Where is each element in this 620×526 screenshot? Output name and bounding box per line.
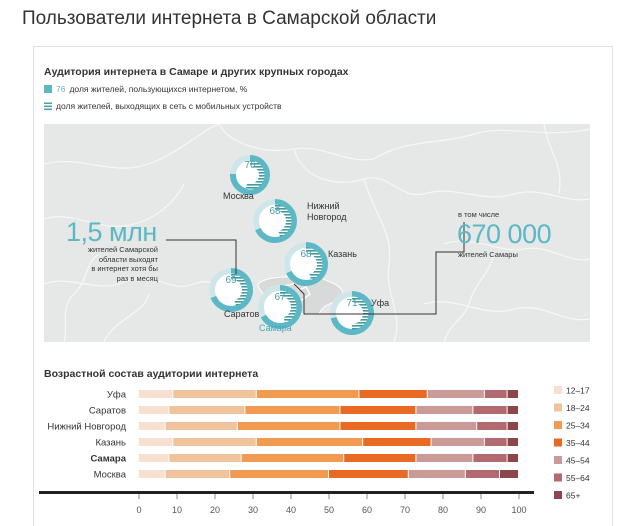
- bar-segment: [363, 438, 430, 446]
- bar-segment: [485, 438, 507, 446]
- x-tick-label: 0: [136, 505, 142, 515]
- legend-label: 35–44: [566, 438, 590, 448]
- city-label-kazan: Казань: [328, 249, 357, 259]
- x-tick-label: 40: [285, 505, 297, 515]
- city-label-nizhny: Нижний Новгород: [307, 201, 347, 222]
- legend-label: 12–17: [566, 385, 590, 396]
- bar-segment: [139, 470, 165, 478]
- x-tick-label: 80: [437, 505, 449, 515]
- donut-value-samara: 67: [274, 292, 286, 303]
- bar-segment: [139, 390, 172, 398]
- age-chart: [34, 47, 612, 526]
- city-label-moscow: Москва: [223, 191, 254, 201]
- city-label-samara: Самара: [259, 323, 292, 333]
- city-label-ufa: Уфа: [371, 298, 390, 308]
- right-callout-text: жителей Самары: [458, 250, 518, 259]
- category-label: Москва: [93, 469, 126, 481]
- legend-swatch: [554, 456, 562, 464]
- legend-swatch: [554, 386, 562, 394]
- legend-solid-text: доля жителей, пользующихся интернетом, %: [69, 84, 248, 94]
- x-tick-label: 10: [171, 505, 183, 515]
- bar-segment: [257, 390, 359, 398]
- donut-value-nizhny: 68: [269, 206, 281, 217]
- donut-value-moscow: 76: [244, 160, 256, 171]
- legend-swatch: [554, 421, 562, 429]
- bar-segment: [508, 406, 518, 414]
- infographic-card: [33, 46, 613, 526]
- category-label: Нижний Новгород: [47, 421, 126, 433]
- bar-segment: [428, 390, 484, 398]
- category-label: Уфа: [106, 389, 126, 401]
- bar-segment: [473, 406, 506, 414]
- bar-segment: [340, 406, 415, 414]
- bar-segment: [166, 422, 237, 430]
- city-label-saratov: Саратов: [224, 309, 260, 319]
- bar-segment: [329, 470, 408, 478]
- x-tick-label: 50: [323, 505, 335, 515]
- bar-segment: [173, 438, 256, 446]
- bar-segment: [508, 422, 518, 430]
- legend-label: 18–24: [566, 403, 590, 413]
- legend-swatch: [554, 404, 562, 412]
- category-label: Самара: [90, 453, 126, 465]
- page-title: Пользователи интернета в Самарской области: [22, 8, 437, 29]
- bar-segment: [359, 390, 426, 398]
- legend-label: 55–64: [566, 473, 590, 483]
- bar-segment: [139, 454, 168, 462]
- legend-label: 25–34: [566, 420, 590, 431]
- bar-segment: [416, 454, 472, 462]
- x-tick-label: 90: [475, 505, 487, 515]
- bar-segment: [230, 470, 328, 478]
- legend-striped-text: доля жителей, выходящих в сеть с мобильных устройств: [56, 101, 282, 111]
- bar-segment: [257, 438, 362, 446]
- x-tick-label: 60: [361, 505, 373, 515]
- bar-segment: [409, 470, 465, 478]
- bar-segment: [432, 438, 484, 446]
- bar-segment: [238, 422, 340, 430]
- legend-swatch: [554, 491, 562, 499]
- bar-segment: [169, 454, 240, 462]
- legend-label: 65+: [566, 490, 581, 501]
- bar-segment: [485, 390, 507, 398]
- legend-label: 45–54: [566, 455, 590, 466]
- bar-segment: [245, 406, 339, 414]
- right-callout-number: 670 000: [457, 219, 552, 249]
- category-label: Казань: [95, 437, 126, 449]
- left-callout-number: 1,5 млн: [66, 217, 157, 247]
- bar-segment: [473, 454, 506, 462]
- category-label: Саратов: [88, 405, 126, 417]
- legend-swatch: [554, 474, 562, 482]
- legend-solid-number: 76: [56, 84, 66, 94]
- donut-value-ufa: 71: [346, 298, 358, 309]
- x-tick-label: 20: [209, 505, 221, 515]
- bar-segment: [508, 390, 518, 398]
- bar-segment: [139, 438, 172, 446]
- bar-segment: [508, 454, 518, 462]
- bar-segment: [466, 470, 499, 478]
- bar-segment: [477, 422, 506, 430]
- bar-segment: [344, 454, 415, 462]
- x-axis-line: [39, 491, 534, 494]
- bar-segment: [508, 438, 518, 446]
- x-tick-label: 70: [399, 505, 411, 515]
- bar-segment: [166, 470, 230, 478]
- donut-value-saratov: 69: [225, 275, 237, 286]
- bar-segment: [500, 470, 518, 478]
- bar-segment: [242, 454, 344, 462]
- left-callout-text: жителей Самарской области выходят в интернет хотя бы раз в месяц: [88, 245, 158, 283]
- donut-value-kazan: 68: [300, 249, 312, 260]
- x-tick-label: 100: [511, 505, 527, 515]
- right-callout-prefix: в том числе: [458, 210, 500, 219]
- bar-segment: [169, 406, 244, 414]
- age-section-title: Возрастной состав аудитории интернета: [44, 368, 259, 380]
- bar-segment: [139, 406, 168, 414]
- bar-segment: [139, 422, 165, 430]
- bar-segment: [416, 406, 472, 414]
- audience-section-title: Аудитория интернета в Самаре и других крупных городах: [44, 66, 349, 78]
- bar-segment: [173, 390, 256, 398]
- legend-swatch: [554, 439, 562, 447]
- bar-segment: [416, 422, 476, 430]
- x-tick-label: 30: [247, 505, 259, 515]
- bar-segment: [340, 422, 415, 430]
